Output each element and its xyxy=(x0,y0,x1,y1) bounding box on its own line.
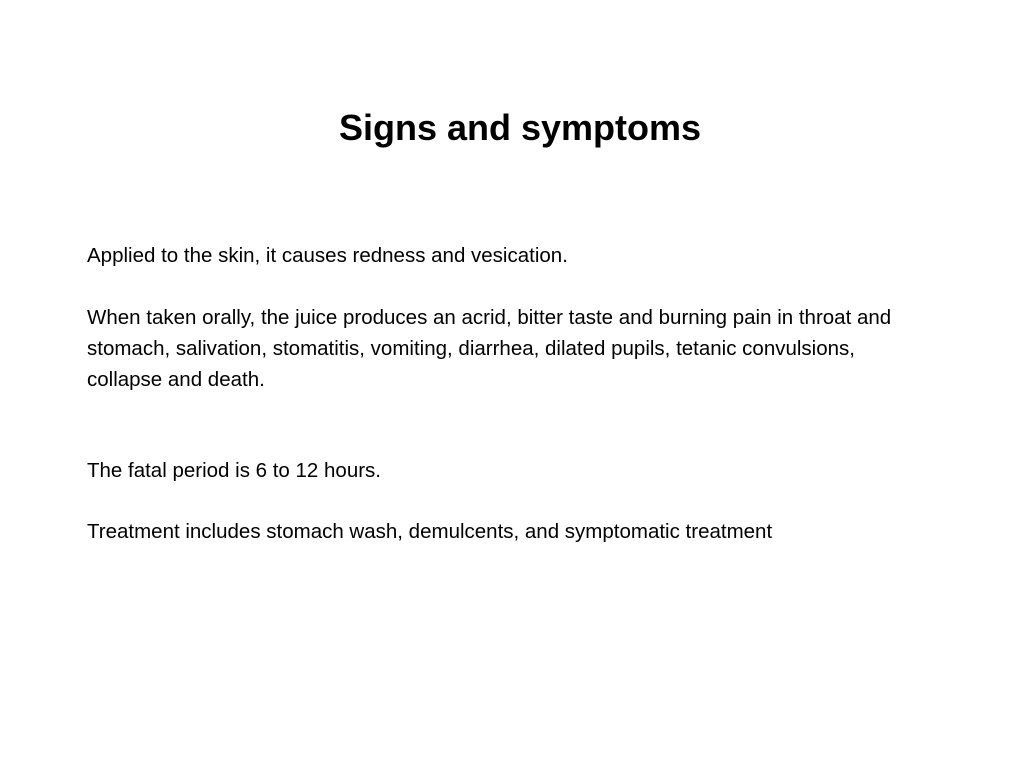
paragraph-fatal-period: The fatal period is 6 to 12 hours. xyxy=(87,459,382,482)
paragraph-oral-effects: When taken orally, the juice produces an acrid, bitter taste and burning pain in throat and stomach, salivation, stomatitis, vomiting, diarrhea, dilated pupils, tetanic convulsions, collapse and death. xyxy=(87,306,892,391)
slide-title: Signs and symptoms xyxy=(338,107,702,148)
paragraph-treatment: Treatment includes stomach wash, demulcents, and symptomatic treatment xyxy=(87,520,773,543)
paragraph-skin-effects: Applied to the skin, it causes redness and vesication. xyxy=(87,244,568,267)
